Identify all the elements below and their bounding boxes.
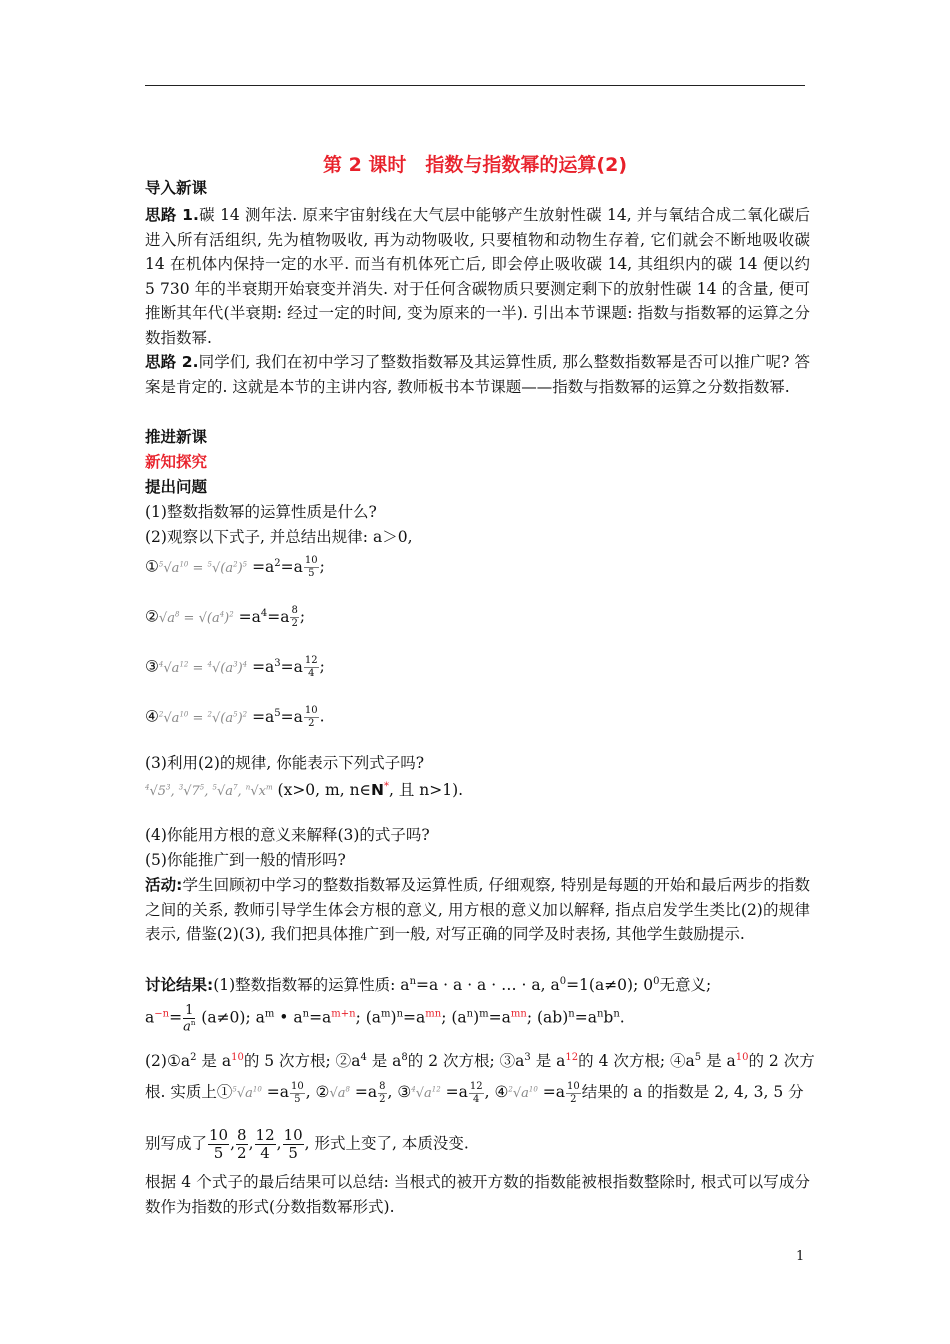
activity-text: 学生回顾初中学习的整数指数幂及运算性质, 仔细观察, 特别是每题的开始和最后两步的指数之间的关系, 教师引导学生体会方根的意义, 用方根的意义加以解释, 指点启发学生类比(2)的规律表示, 借鉴(2)(3), 我们把具体推广到一般, 对写正确的同学及时表扬, 其他学生鼓励提示.: [145, 876, 810, 943]
heading-questions: 提出问题: [145, 478, 208, 496]
header-rule: [145, 85, 805, 86]
result-2-line3: 别写成了 $\frac{10}{5}$ , $\frac{8}{2}$ , $\frac{12}{4}$ , $\frac{10}{5}$ , 形式上变了, 本质没变.: [145, 1126, 469, 1162]
question-2: (2)观察以下式子, 并总结出规律: a＞0,: [145, 528, 413, 546]
question-4: (4)你能用方根的意义来解释(3)的式子吗?: [145, 826, 430, 844]
formula-3: $③^4√a^{12} = ^4√(a^3)^4 =a^3=a$ $\frac{12}{4}$ ;: [145, 655, 325, 679]
formula-4: $④^2√a^{10} = ^2√(a^5)^2 =a^5=a$ $\frac{10}{2}$ .: [145, 705, 325, 729]
idea2-paragraph: [145, 350, 810, 399]
formula-1: $①^5√a^{10} = ^5√(a^2)^5 =a^2=a$ $\frac{10}{5}$ ;: [145, 555, 325, 579]
question-3: (3)利用(2)的规律, 你能表示下列式子吗?: [145, 754, 425, 772]
idea2-text: 同学们, 我们在初中学习了整数指数幂及其运算性质, 那么整数指数幂是否可以推广呢? 答案是肯定的. 这就是本节的主讲内容, 教师板书本节课题——指数与指数幂的运算之分数指数幂.: [145, 353, 810, 396]
result-2-line1: $(2)①a^2$ 是 $a^{10}$的 5 次方根; $②a^4$ 是 $a^8$的 2 次方根; $③a^3$ 是 $a^{12}$的 4 次方根; $④a^5$ 是 $a^{10}$的 2 次方: [145, 1052, 815, 1070]
page-number: 1: [796, 1249, 805, 1264]
question-3-expressions: $^4√5^3$, $^3√7^5$, $^5√a^7$, $^n√x^m$ (x>0, m, n∈N*, 且 n>1).: [145, 781, 464, 799]
formula-2: $②√a^8 = √(a^4)^2 =a^4=a$ $\frac{8}{2}$ ;: [145, 605, 306, 629]
heading-explore: 新知探究: [145, 453, 208, 471]
page-title: 第 2 课时 指数与指数幂的运算(2): [322, 154, 628, 176]
result-1: 讨论结果:(1)整数指数幂的运算性质: $a^n=a \cdot a \cdot a$ · … · a, $a^0=1(a\ne 0)$; $0^0$无意义;: [145, 976, 712, 994]
activity-paragraph: [145, 873, 810, 947]
heading-advance: 推进新课: [145, 428, 208, 446]
question-1: (1)整数指数幂的运算性质是什么?: [145, 503, 377, 521]
question-5: (5)你能推广到一般的情形吗?: [145, 851, 346, 869]
result-1-laws: $a^{-n}=$ $\frac{1}{a^n}$ (a≠0); $a^m$ • $a^n=a^{m+n}$; $(a^m)^n=a^{mn}$; $(a^n)^m=a^{mn}$; $(ab)^n=a^nb^n$.: [145, 1003, 625, 1035]
idea1-text: 碳 14 测年法. 原来宇宙射线在大气层中能够产生放射性碳 14, 并与氧结合成二氧化碳后进入所有活组织, 先为植物吸收, 再为动物吸收, 只要植物和动物生存着, 它们就会不断地吸收碳 14 在机体内保持一定的水平. 而当有机体死亡后, 即会停止吸收碳 14, 其组织内的碳 14 便以约 5 730 年的半衰期开始衰变并消失. 对于任何含碳物质只要测定剩下的放射性碳 14 的含量, 便可推断其年代(半衰期: 经过一定的时间, 变为原来的一半). 引出本节课题: 指数与指数幂的运算之分数指数幂.: [145, 206, 810, 347]
heading-intro: 导入新课: [145, 179, 208, 197]
idea1-paragraph: [145, 203, 810, 350]
result-2-line2: 根. 实质上$①^5√a^{10} =a$ $\frac{10}{5}$ , $②√a^8 =a$ $\frac{8}{2}$ , $③^4√a^{12} =a$ $\frac{12}{4}$ , $④^2√a^{10} =a$ $\frac{10}{2}$ 结果的 a 的指数是 2, 4, 3, 5 分: [145, 1080, 804, 1105]
idea1-label: 思路 1.: [145, 206, 199, 224]
conclusion-paragraph: 根据 4 个式子的最后结果可以总结: 当根式的被开方数的指数能被根指数整除时, 根式可以写成分数作为指数的形式(分数指数幂形式).: [145, 1173, 810, 1216]
activity-label: 活动:: [145, 876, 183, 894]
idea2-label: 思路 2.: [145, 353, 199, 371]
